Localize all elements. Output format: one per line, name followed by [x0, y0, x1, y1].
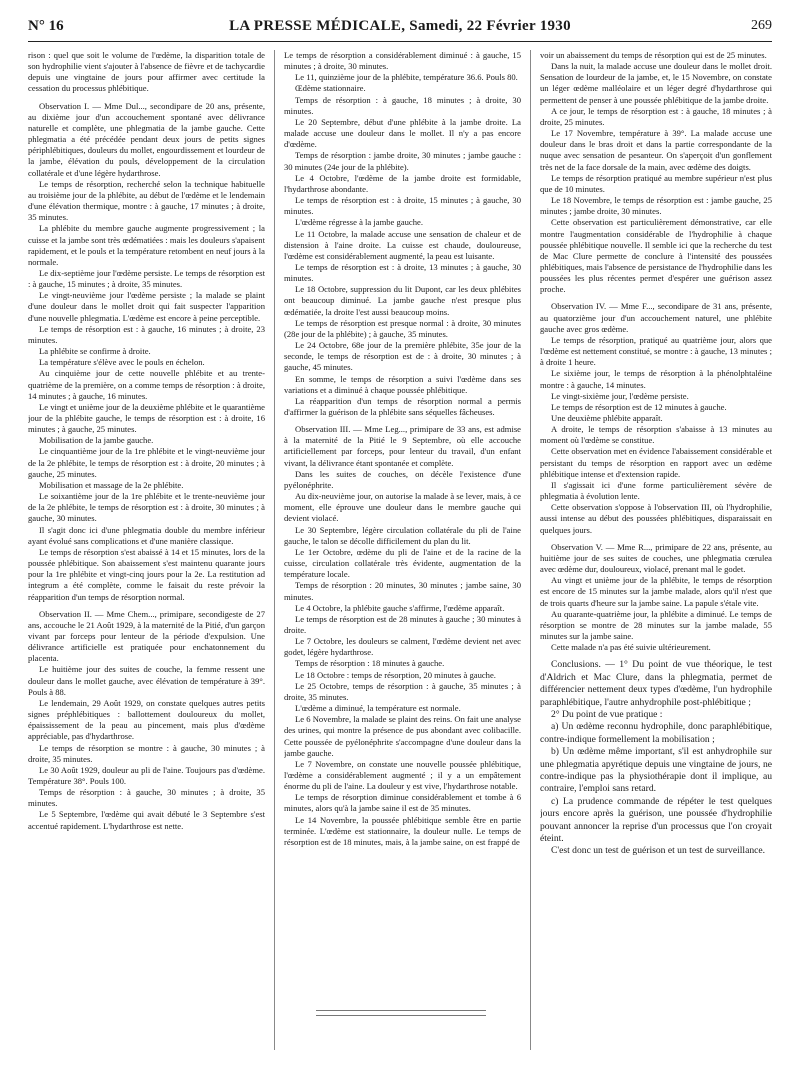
paragraph: La réapparition d'un temps de résorption normal a permis d'affirmer la guérison de la phlébite sans séquelles fâcheuses. [284, 395, 521, 417]
paragraph: Cette malade n'a pas été suivie ultérieurement. [551, 642, 711, 653]
paragraph: Temps de résorption : 18 minutes à gauche. [295, 658, 445, 669]
paragraph: Le temps de résorption se montre : à gauche, 30 minutes ; à droite, 35 minutes. [28, 742, 265, 764]
paragraph: Il s'agissait ici d'une forme particulièrement sévère de phlegmatia à évolution lente. [540, 479, 772, 502]
column-divider [274, 50, 275, 1050]
paragraph: Le temps de résorption pratiqué au membre supérieur n'est plus que de 10 minutes. [540, 172, 772, 194]
paragraph: Le lendemain, 29 Août 1929, on constate quelques autres petits signes préphlébitiques : ballottement douloureux du mollet, épaississement de la peau au pincement, mais plus d'œdème appréciable, pas d'hydarthrose. [28, 697, 265, 742]
paragraph: Le soixantième jour de la 1re phlébite et le trente-neuvième jour de la 2e phlébite, le temps de résorption est : à droite, 30 minutes ; à gauche, 30 minutes. [28, 491, 265, 524]
paragraph: La phlébite se confirme à droite. [39, 346, 151, 357]
paragraph: Le 11 Octobre, la malade accuse une sensation de chaleur et de distension à l'aine droite. La cuisse est chaude, douloureuse, l'œdème est considérablement augmenté, la peau est luisante. [284, 228, 521, 261]
paragraph: Mobilisation de la jambe gauche. [39, 435, 154, 446]
paragraph: Dans les suites de couches, on décèle l'existence d'une pyélonéphrite. [284, 468, 521, 490]
paragraph: Le 5 Septembre, l'œdème qui avait débuté le 3 Septembre s'est accentué rapidement. L'hydarthrose est nette. [28, 809, 265, 831]
paragraph: Le 7 Novembre, on constate une nouvelle poussée phlébitique, l'œdème a considérablement augmenté ; il y a un empâtement énorme du pli de l'aine. La douleur y est vive, l'hydarthrose notable. [284, 758, 521, 792]
header-rule [28, 41, 772, 42]
paragraph: Le 17 Novembre, température à 39°. La malade accuse une douleur dans le bras droit et dans la partie correspondante de la nuque avec sensation de pesanteur. On s'aperçoit d'un gonflement très net de la face dorsale de la main, avec œdème des doigts. [540, 128, 772, 172]
paragraph: Le temps de résorption, pratiqué au quatrième jour, alors que l'œdème est nettement constitué, se montre : à gauche, 13 minutes ; à droite 1 heure. [540, 334, 772, 368]
paragraph: Le temps de résorption est de 12 minutes à gauche. [551, 401, 727, 412]
paragraph: Temps de résorption : 20 minutes, 30 minutes ; jambe saine, 30 minutes. [284, 580, 521, 602]
issue-number: N° 16 [28, 18, 64, 34]
paragraph: Temps de résorption : à gauche, 18 minutes ; à droite, 30 minutes. [284, 94, 521, 116]
paragraph: Le 25 Octobre, temps de résorption : à gauche, 35 minutes ; à droite, 35 minutes. [284, 680, 521, 702]
paragraph: Une deuxième phlébite apparaît. [551, 413, 663, 423]
paragraph: a) Un œdème reconnu hydrophile, donc paraphlébitique, contre-indique formellement la mobilisation ; [540, 721, 772, 745]
paragraph: b) Un œdème même important, s'il est anhydrophile sur une phlegmatia apyrétique depuis une vingtaine de jours, ne contre-indique pas la physiothérapie dont il implique, au contraire, l'emploi sans retard. [540, 746, 772, 795]
paragraph: Le 18 Octobre : temps de résorption, 20 minutes à gauche. [295, 669, 496, 680]
paragraph: L'œdème régresse à la jambe gauche. [295, 217, 424, 228]
paragraph: Observation I. — Mme Dul..., secondipare de 20 ans, présente, au dixième jour d'un accouchement spontané avec délivrance naturelle et complète, une phlegmatia de la jambe gauche. Cette phlegmatia a été précédée pendant deux jours de petits signes périphlébitiques, douleurs du mollet, engourdissement et lourdeur de la jambe, élévation du pouls, développement de la circulation collatérale et d'une légère hydarthrose. [28, 100, 265, 178]
paragraph: Observation IV. — Mme F..., secondipare de 31 ans, présente, au quatorzième jour d'un accouchement naturel, une phlébite gauche avec gros œdème. [540, 301, 772, 334]
paragraph: Le 30 Août 1929, douleur au pli de l'aine. Toujours pas d'œdème. Température 38°. Pouls 100. [28, 764, 265, 786]
paragraph: Le cinquantième jour de la 1re phlébite et le vingt-neuvième jour de la 2e phlébite, le temps de résorption est : à droite, 20 minutes ; à gauche, 25 minutes. [28, 446, 265, 479]
paragraph: Le 20 Septembre, début d'une phlébite à la jambe droite. La malade accuse une douleur dans le mollet. Il n'y a pas encore d'œdème. [284, 116, 521, 150]
paragraph: Au cinquième jour de cette nouvelle phlébite et au trente-quatrième de la première, on a comme temps de résorption : à droite, 14 minutes ; à gauche, 16 minutes. [28, 368, 265, 401]
paragraph: Le 18 Octobre, suppression du lit Dupont, car les deux phlébites ont beaucoup diminué. La jambe gauche n'est presque plus œdématiée, la droite l'est aussi beaucoup moins. [284, 284, 521, 317]
paragraph: Le huitième jour des suites de couche, la femme ressent une douleur dans le mollet gauche, avec élévation de température à 39°. Pouls à 88. [28, 664, 265, 697]
paragraph: Le temps de résorption est : à gauche, 16 minutes ; à droite, 23 minutes. [28, 323, 265, 345]
paragraph: Temps de résorption : jambe droite, 30 minutes ; jambe gauche : 30 minutes (24e jour de la phlébite). [284, 150, 521, 172]
paragraph: Le temps de résorption est : à droite, 15 minutes ; à gauche, 30 minutes. [284, 195, 521, 217]
paragraph: Le sixième jour, le temps de résorption à la phénolphtaléine montre : à gauche, 14 minutes. [540, 368, 772, 390]
paragraph: voir un abaissement du temps de résorption qui est de 25 minutes. [540, 50, 767, 60]
paragraph: Observation III. — Mme Leg..., primipare de 33 ans, est admise à la maternité de la Pitié le 9 Septembre, où elle accouche artificiellement par forceps, pour lenteur du travail, d'un enfant vivant, la délivrance étant spontanée et complète. [284, 424, 521, 468]
column-3 [540, 50, 772, 1050]
paragraph: Le 30 Septembre, légère circulation collatérale du pli de l'aine gauche, le talon se décolle difficilement du plan du lit. [284, 524, 521, 546]
column-2 [284, 50, 521, 1050]
paragraph: Le vingt-neuvième jour l'œdème persiste ; la malade se plaint d'une douleur dans le mollet droit qui fait suspecter l'apparition d'une nouvelle phlegmatia. L'œdème est encore à peine perceptible. [28, 290, 265, 323]
paragraph: Le temps de résorption a considérablement diminué : à gauche, 15 minutes ; à droite, 30 minutes. [284, 50, 521, 72]
journal-title: LA PRESSE MÉDICALE, Samedi, 22 Février 1930 [229, 18, 571, 34]
paragraph: Observation II. — Mme Chem..., primipare, secondigeste de 27 ans, accouche le 21 Août 1929, à la maternité de la Pitié, d'un garçon vivant par forceps pour lenteur de la période d'expulsion. Une délivrance artificielle est pratiquée pour enchatonnement du placenta. [28, 608, 265, 664]
paragraph: Cette observation est particulièrement démonstrative, car elle montre l'augmentation considérable de l'hydrophilie à chaque poussée phlébitique nouvelle. Il semble ici que la recherche du test de Mac Clure permette de conclure à l'intensité des poussées phlébitiques, mais l'absence de persistance de l'hydrophilie dans les poussées les plus récentes permet d'espérer une guérison assez proche. [540, 217, 772, 295]
paragraph: Le temps de résorption est de 28 minutes à gauche ; 30 minutes à droite. [284, 613, 521, 635]
end-ornament [316, 1010, 486, 1016]
paragraph: Le 18 Novembre, le temps de résorption est : jambe gauche, 25 minutes ; jambe droite, 30 minutes. [540, 195, 772, 217]
paragraph: c) La prudence commande de répéter le test quelques jours encore après la guérison, une poussée d'hydrophilie pouvant annoncer la reprise d'un processus que l'on croyait éteint. [540, 795, 772, 844]
paragraph: Dans la nuit, la malade accuse une douleur dans le mollet droit. Sensation de lourdeur de la jambe, et, le 15 Novembre, on constate un léger œdème malléolaire et un léger degré d'hydarthrose qui permettent de penser à une poussée phlébitique de la jambe droite. [540, 61, 772, 105]
paragraph: Le dix-septième jour l'œdème persiste. Le temps de résorption est : à gauche, 15 minutes ; à droite, 35 minutes. [28, 267, 265, 290]
paragraph: En somme, le temps de résorption a suivi l'œdème dans ses variations et a diminué à chaque poussée phlébitique. [284, 373, 521, 395]
paragraph: Temps de résorption : à gauche, 30 minutes ; à droite, 35 minutes. [28, 787, 265, 809]
paragraph: Le vingt et unième jour de la deuxième phlébite et le quarantième jour de la phlébite gauche, le temps de résorption est : à droite, 16 minutes ; à gauche, 25 minutes. [28, 401, 265, 435]
paragraph: L'œdème a diminué, la température est normale. [295, 703, 461, 714]
paragraph: Observation V. — Mme R..., primipare de 22 ans, présente, au huitième jour de ses suites de couches, une phlegmatia cœrulea avec œdème dur, douloureux, violacé, prenant mal le godet. [540, 541, 772, 575]
paragraph: Le temps de résorption diminue considérablement et tombe à 6 minutes, alors qu'à la jambe saine il est de 35 minutes. [284, 792, 521, 814]
paragraph: Le 11, quinzième jour de la phlébite, température 36.6. Pouls 80. [295, 72, 518, 83]
paragraph: Il s'agit donc ici d'une phlegmatia double du membre inférieur ayant évolué sans complications et d'une manière classique. [28, 524, 265, 546]
column-1 [28, 50, 265, 1050]
paragraph: La phlébite du membre gauche augmente progressivement ; la cuisse et la jambe sont très œdématiées : mais les douleurs s'apaisent rapidement, et le pouls et la température retombent en neuf jours à la normale. [28, 223, 265, 267]
paragraph: Mobilisation et massage de la 2e phlébite. [39, 479, 184, 490]
paragraph: Le 24 Octobre, 68e jour de la première phlébite, 35e jour de la seconde, le temps de résorption est de : à droite, 30 minutes ; à gauche, 45 minutes. [284, 340, 521, 373]
paragraph: Cette observation met en évidence l'abaissement considérable et persistant du temps de résorption en rapport avec un œdème phlébitique intense et d'extension rapide. [540, 446, 772, 479]
paragraph: 2° Du point de vue pratique : [551, 708, 663, 720]
paragraph: Le 14 Novembre, la poussée phlébitique semble être en partie terminée. L'œdème est stationnaire, la douleur nulle. Le temps de résorption est de 18 minutes, mais, à la jambe saine, on est frappé de [284, 814, 521, 847]
paragraph: Le 6 Novembre, la malade se plaint des reins. On fait une analyse des urines, qui montre la présence de pus abondant avec colibacille. Cette poussée de pyélonéphrite s'accompagne d'une douleur dans la jambe gauche. [284, 714, 521, 758]
paragraph: Le 4 Octobre, la phlébite gauche s'affirme, l'œdème apparaît. [295, 602, 505, 613]
paragraph: Au quarante-quatrième jour, la phlébite a diminué. Le temps de résorption se montre de 28 minutes sur la jambe malade, 55 minutes sur la jambe saine. [540, 608, 772, 641]
paragraph: Le 7 Octobre, les douleurs se calment, l'œdème devient net avec godet, légère hydarthrose. [284, 636, 521, 658]
paragraph: Le temps de résorption est : à droite, 13 minutes ; à gauche, 30 minutes. [284, 261, 521, 284]
paragraph: Le temps de résorption est presque normal : à droite, 30 minutes (28e jour de la phlébite) ; à gauche, 35 minutes. [284, 317, 521, 339]
paragraph: Conclusions. — 1° Du point de vue théorique, le test d'Aldrich et Mac Clure, dans la phlegmatia, permet de différencier nettement deux types d'œdème, l'un hydrophile paraphlébitique, l'autre anhydrophile post-phlébitique ; [540, 659, 772, 708]
paragraph: A droite, le temps de résorption s'abaisse à 13 minutes au moment où l'œdème se constitue. [540, 424, 772, 446]
paragraph: A ce jour, le temps de résorption est : à gauche, 18 minutes ; à droite, 25 minutes. [540, 105, 772, 127]
page-number: 269 [751, 18, 772, 33]
page-header [28, 18, 772, 40]
paragraph: Œdème stationnaire. [295, 83, 366, 94]
paragraph: Le vingt-sixième jour, l'œdème persiste. [551, 390, 689, 401]
paragraph: Au vingt et unième jour de la phlébite, le temps de résorption est encore de 15 minutes sur la jambe malade, alors qu'il n'est que de trois quarts d'heure sur la jambe saine. La papule s'étale vite. [540, 575, 772, 608]
paragraph: C'est donc un test de guérison et un test de surveillance. [551, 845, 766, 857]
paragraph: rison : quel que soit le volume de l'œdème, la disparition totale de son hydrophilie vient s'ajouter à l'absence de fièvre et de tachycardie depuis une vingtaine de jours pour affirmer avec certitude la cessation du processus phlébitique. [28, 50, 265, 94]
paragraph: Le temps de résorption s'est abaissé à 14 et 15 minutes, lors de la poussée phlébitique. Son abaissement s'est maintenu quarante jours pour la 1re phlébite et vingt-cinq jours pour la 2e. La restitution ad integrum a été complète, comme le faisait du reste prévoir la réapparition d'un temps de résorption normal. [28, 546, 265, 602]
paragraph: Au dix-neuvième jour, on autorise la malade à se lever, mais, à ce moment, elle éprouve une douleur dans le membre gauche qui devient violacé. [284, 491, 521, 524]
column-divider [530, 50, 531, 1050]
paragraph: La température s'élève avec le pouls en échelon. [39, 357, 205, 368]
paragraph: Le 1er Octobre, œdème du pli de l'aine et de la racine de la cuisse, circulation collatérale très évidente, augmentation de la température locale. [284, 546, 521, 580]
paragraph: Le temps de résorption, recherché selon la technique habituelle au troisième jour de la phlébite, au début de l'œdème et le lendemain d'une élévation thermique, montre : à gauche, 17 minutes ; à droite, 35 minutes. [28, 178, 265, 223]
paragraph: Le 4 Octobre, l'œdème de la jambe droite est formidable, l'hydarthrose abondante. [284, 172, 521, 194]
paragraph: Cette observation s'oppose à l'observation III, où l'hydrophilie, aussi intense au début des poussées phlébitiques, disparaissait en quelques jours. [540, 502, 772, 535]
